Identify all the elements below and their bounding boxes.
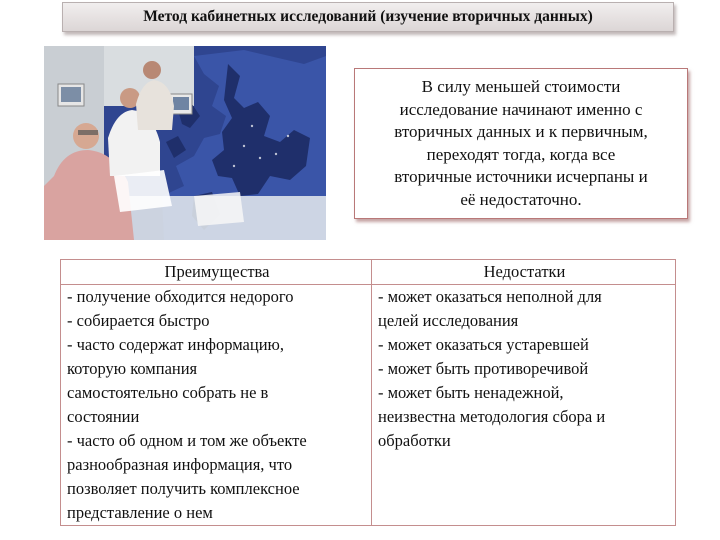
disadvantage-line: - может быть ненадежной, (378, 383, 564, 402)
office-map-illustration (44, 46, 326, 240)
advantage-line: позволяет получить комплексное (67, 479, 300, 498)
quote-box (354, 68, 688, 219)
disadvantages-cell (372, 285, 676, 526)
advantage-line: самостоятельно собрать не в (67, 383, 269, 402)
table-row (61, 285, 676, 526)
advantages-cell (61, 285, 372, 526)
disadvantage-line: целей исследования (378, 311, 519, 330)
disadvantage-line: - может оказаться неполной для (378, 287, 602, 306)
office-map-photo (44, 46, 326, 240)
quote-line: В силу меньшей стоимости (421, 77, 621, 96)
quote-line: её недостаточно. (460, 189, 582, 209)
advantage-line: разнообразная информация, что (67, 455, 293, 474)
advantage-line: - часто содержат информацию, (67, 335, 284, 354)
advantages-header: Преимущества (61, 260, 372, 285)
advantage-line: - получение обходится недорого (67, 287, 294, 306)
comparison-table (60, 259, 676, 526)
quote-text (394, 76, 648, 211)
quote-line: вторичных данных и к первичным, (394, 122, 648, 141)
disadvantage-line: - может оказаться устаревшей (378, 335, 589, 354)
quote-line: исследование начинают именно с (399, 99, 643, 119)
disadvantages-header: Недостатки (372, 260, 676, 285)
advantage-line: которую компания (67, 359, 198, 378)
disadvantage-line: обработки (378, 431, 451, 450)
advantage-line: состоянии (67, 407, 140, 426)
advantage-line: - часто об одном и том же объекте (67, 431, 307, 450)
slide-title: Метод кабинетных исследований (изучение вторичных данных) (62, 2, 674, 32)
quote-line: переходят тогда, когда все (426, 144, 616, 164)
quote-line: вторичные источники исчерпаны и (394, 167, 648, 186)
advantage-line: - собирается быстро (67, 311, 210, 330)
advantage-line: представление о нем (67, 503, 213, 522)
table-header-row (61, 260, 676, 285)
disadvantage-line: неизвестна методология сбора и (378, 407, 606, 426)
disadvantage-line: - может быть противоречивой (378, 359, 589, 378)
